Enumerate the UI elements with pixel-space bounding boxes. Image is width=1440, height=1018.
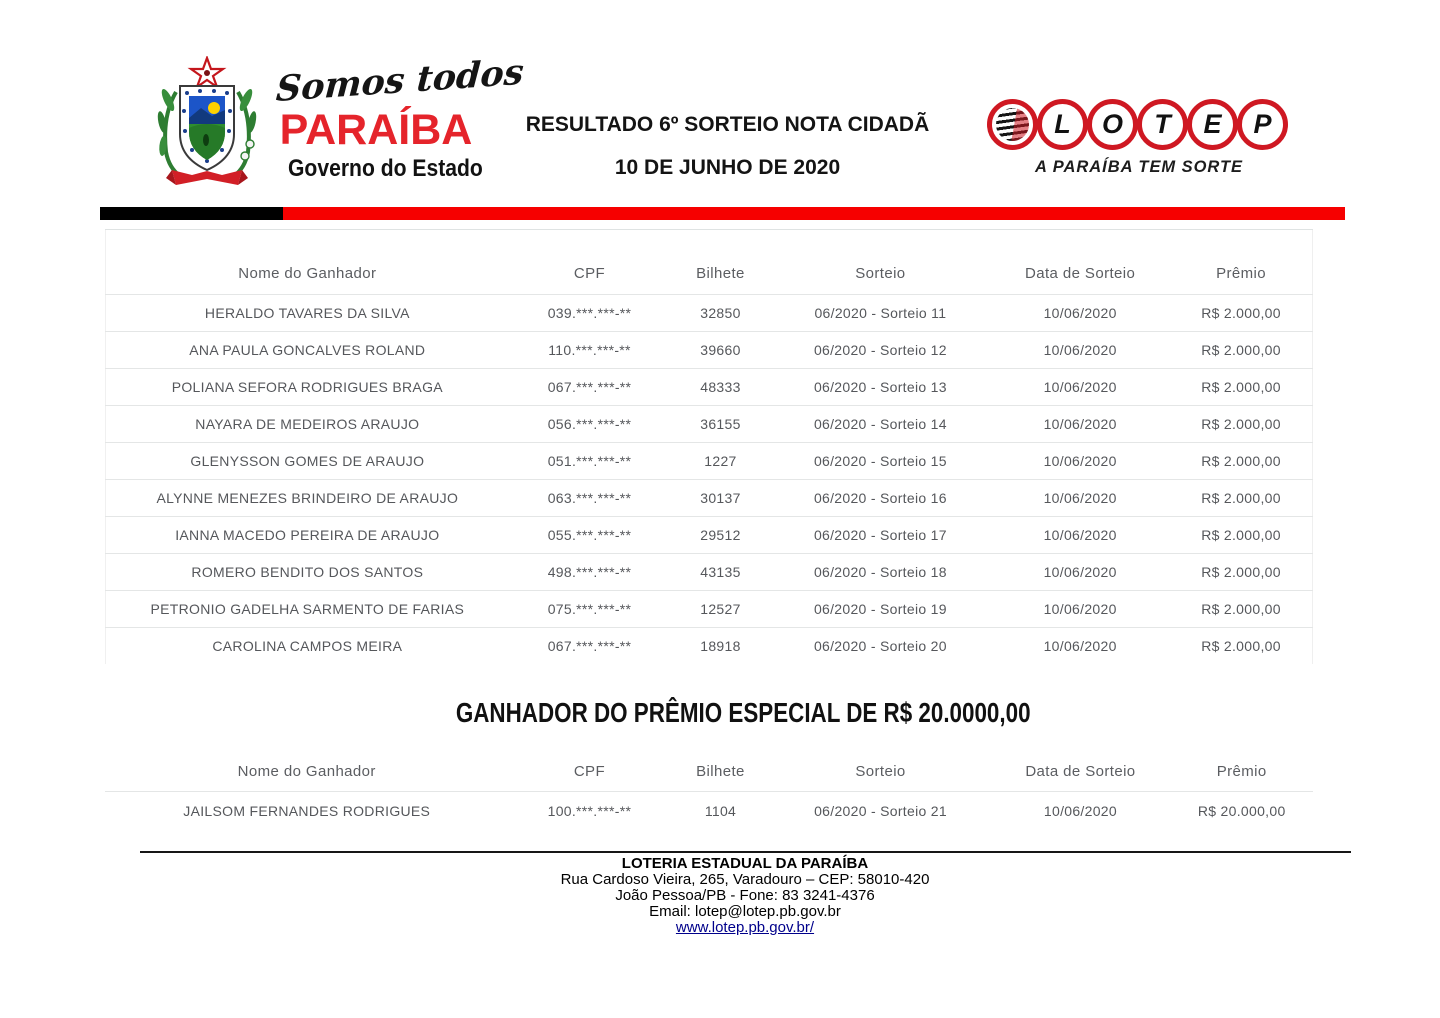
cell-cpf: 055.***.***-** xyxy=(509,516,671,553)
cell-data: 10/06/2020 xyxy=(990,516,1170,553)
document-title xyxy=(460,113,995,180)
col-header-cpf: CPF xyxy=(573,265,606,283)
cell-data: 10/06/2020 xyxy=(990,294,1170,331)
lotep-letter-o: O xyxy=(1087,99,1138,150)
gov-logo-subtitle: Governo do Estado xyxy=(288,155,483,182)
cell-premio: R$ 2.000,00 xyxy=(1170,405,1312,442)
cell-nome: JAILSOM FERNANDES RODRIGUES xyxy=(105,791,508,831)
col-header-data: Data de Sorteio xyxy=(1025,763,1136,781)
col-header-nome: Nome do Ganhador xyxy=(237,763,376,781)
cell-bilhete: 12527 xyxy=(670,590,770,627)
table-row xyxy=(106,405,1313,442)
winners-table-section xyxy=(105,229,1313,664)
cell-cpf: 056.***.***-** xyxy=(509,405,671,442)
special-header-row xyxy=(105,753,1313,791)
cell-cpf: 067.***.***-** xyxy=(509,627,671,664)
cell-sorteio: 06/2020 - Sorteio 16 xyxy=(771,479,991,516)
cell-sorteio: 06/2020 - Sorteio 15 xyxy=(771,442,991,479)
table-header-row xyxy=(106,230,1313,294)
title-line-2: 10 DE JUNHO DE 2020 xyxy=(614,156,841,179)
cell-nome: ROMERO BENDITO DOS SANTOS xyxy=(106,553,509,590)
cell-nome: ANA PAULA GONCALVES ROLAND xyxy=(106,331,509,368)
cell-nome: POLIANA SEFORA RODRIGUES BRAGA xyxy=(106,368,509,405)
footer-city-phone: João Pessoa/PB - Fone: 83 3241-4376 xyxy=(615,887,875,904)
winners-table xyxy=(105,230,1313,664)
col-header-sorteio: Sorteio xyxy=(855,265,906,283)
lotep-letter-e: E xyxy=(1187,99,1238,150)
lotep-globe-circle xyxy=(987,99,1038,150)
cell-data: 10/06/2020 xyxy=(990,791,1170,831)
cell-nome: PETRONIO GADELHA SARMENTO DE FARIAS xyxy=(106,590,509,627)
cell-data: 10/06/2020 xyxy=(990,627,1170,664)
cell-sorteio: 06/2020 - Sorteio 20 xyxy=(771,627,991,664)
cell-premio: R$ 2.000,00 xyxy=(1170,553,1312,590)
cell-nome: IANNA MACEDO PEREIRA DE ARAUJO xyxy=(106,516,509,553)
table-row xyxy=(105,791,1313,831)
cell-bilhete: 1104 xyxy=(670,791,770,831)
cell-cpf: 498.***.***-** xyxy=(509,553,671,590)
footer-website-link[interactable]: www.lotep.pb.gov.br/ xyxy=(675,919,815,936)
cell-cpf: 063.***.***-** xyxy=(509,479,671,516)
title-line-1: RESULTADO 6º SORTEIO NOTA CIDADÃ xyxy=(525,113,930,136)
cell-data: 10/06/2020 xyxy=(990,405,1170,442)
cell-bilhete: 48333 xyxy=(670,368,770,405)
lotep-tagline: A PARAÍBA TEM SORTE xyxy=(1034,157,1244,176)
cell-bilhete: 1227 xyxy=(670,442,770,479)
cell-premio: R$ 2.000,00 xyxy=(1170,590,1312,627)
col-header-bilhete: Bilhete xyxy=(696,265,745,283)
cell-premio: R$ 20.000,00 xyxy=(1170,791,1313,831)
cell-data: 10/06/2020 xyxy=(990,442,1170,479)
col-header-premio: Prêmio xyxy=(1216,763,1267,781)
cell-sorteio: 06/2020 - Sorteio 11 xyxy=(771,294,991,331)
cell-cpf: 051.***.***-** xyxy=(509,442,671,479)
cell-nome: ALYNNE MENEZES BRINDEIRO DE ARAUJO xyxy=(106,479,509,516)
cell-sorteio: 06/2020 - Sorteio 19 xyxy=(771,590,991,627)
table-row xyxy=(106,553,1313,590)
table-row xyxy=(106,516,1313,553)
cell-nome: GLENYSSON GOMES DE ARAUJO xyxy=(106,442,509,479)
cell-sorteio: 06/2020 - Sorteio 21 xyxy=(771,791,991,831)
cell-premio: R$ 2.000,00 xyxy=(1170,294,1312,331)
lotep-letter-t: T xyxy=(1137,99,1188,150)
cell-cpf: 039.***.***-** xyxy=(509,294,671,331)
col-header-nome: Nome do Ganhador xyxy=(238,265,377,283)
col-header-data: Data de Sorteio xyxy=(1025,265,1136,283)
table-row xyxy=(106,590,1313,627)
special-prize-heading: GANHADOR DO PRÊMIO ESPECIAL DE R$ 20.0000,00 xyxy=(455,697,1031,728)
cell-cpf: 067.***.***-** xyxy=(509,368,671,405)
cell-bilhete: 29512 xyxy=(670,516,770,553)
table-row xyxy=(106,627,1313,664)
cell-data: 10/06/2020 xyxy=(990,590,1170,627)
col-header-sorteio: Sorteio xyxy=(855,763,906,781)
lotep-letter-l: L xyxy=(1037,99,1088,150)
lotep-logo xyxy=(987,99,1291,177)
cell-cpf: 075.***.***-** xyxy=(509,590,671,627)
cell-data: 10/06/2020 xyxy=(990,553,1170,590)
lotep-letter-p: P xyxy=(1237,99,1288,150)
table-row xyxy=(106,331,1313,368)
cell-nome: HERALDO TAVARES DA SILVA xyxy=(106,294,509,331)
table-row xyxy=(106,479,1313,516)
cell-premio: R$ 2.000,00 xyxy=(1170,331,1312,368)
paraiba-coat-of-arms-icon xyxy=(146,56,268,190)
special-winner-table xyxy=(105,753,1313,831)
cell-premio: R$ 2.000,00 xyxy=(1170,368,1312,405)
cell-bilhete: 43135 xyxy=(670,553,770,590)
cell-sorteio: 06/2020 - Sorteio 17 xyxy=(771,516,991,553)
cell-data: 10/06/2020 xyxy=(990,479,1170,516)
col-header-bilhete: Bilhete xyxy=(696,763,745,781)
cell-nome: NAYARA DE MEDEIROS ARAUJO xyxy=(106,405,509,442)
footer-org-name: LOTERIA ESTADUAL DA PARAÍBA xyxy=(621,855,869,872)
cell-sorteio: 06/2020 - Sorteio 14 xyxy=(771,405,991,442)
col-header-premio: Prêmio xyxy=(1216,265,1266,283)
col-header-cpf: CPF xyxy=(573,763,606,781)
cell-sorteio: 06/2020 - Sorteio 13 xyxy=(771,368,991,405)
table-row xyxy=(106,294,1313,331)
footer-email: Email: lotep@lotep.pb.gov.br xyxy=(649,903,841,920)
cell-data: 10/06/2020 xyxy=(990,331,1170,368)
cell-bilhete: 32850 xyxy=(670,294,770,331)
cell-sorteio: 06/2020 - Sorteio 18 xyxy=(771,553,991,590)
lotep-globe-icon xyxy=(996,108,1029,141)
cell-bilhete: 36155 xyxy=(670,405,770,442)
gov-logo-state-name: PARAÍBA xyxy=(279,106,473,154)
cell-premio: R$ 2.000,00 xyxy=(1170,627,1312,664)
cell-data: 10/06/2020 xyxy=(990,368,1170,405)
footer-divider-line xyxy=(140,851,1351,853)
footer xyxy=(165,856,1325,936)
footer-address: Rua Cardoso Vieira, 265, Varadouro – CEP: 58010-420 xyxy=(560,871,930,888)
paraiba-gov-logo xyxy=(146,51,526,190)
cell-nome: CAROLINA CAMPOS MEIRA xyxy=(106,627,509,664)
cell-cpf: 110.***.***-** xyxy=(509,331,671,368)
cell-premio: R$ 2.000,00 xyxy=(1170,479,1312,516)
divider-bar xyxy=(100,207,1345,220)
cell-bilhete: 18918 xyxy=(670,627,770,664)
cell-sorteio: 06/2020 - Sorteio 12 xyxy=(771,331,991,368)
table-row xyxy=(106,442,1313,479)
cell-premio: R$ 2.000,00 xyxy=(1170,442,1312,479)
gov-logo-script-text: Somos todos xyxy=(274,51,526,111)
cell-premio: R$ 2.000,00 xyxy=(1170,516,1312,553)
cell-bilhete: 30137 xyxy=(670,479,770,516)
table-row xyxy=(106,368,1313,405)
cell-bilhete: 39660 xyxy=(670,331,770,368)
special-winner-section xyxy=(105,753,1313,831)
cell-cpf: 100.***.***-** xyxy=(508,791,670,831)
